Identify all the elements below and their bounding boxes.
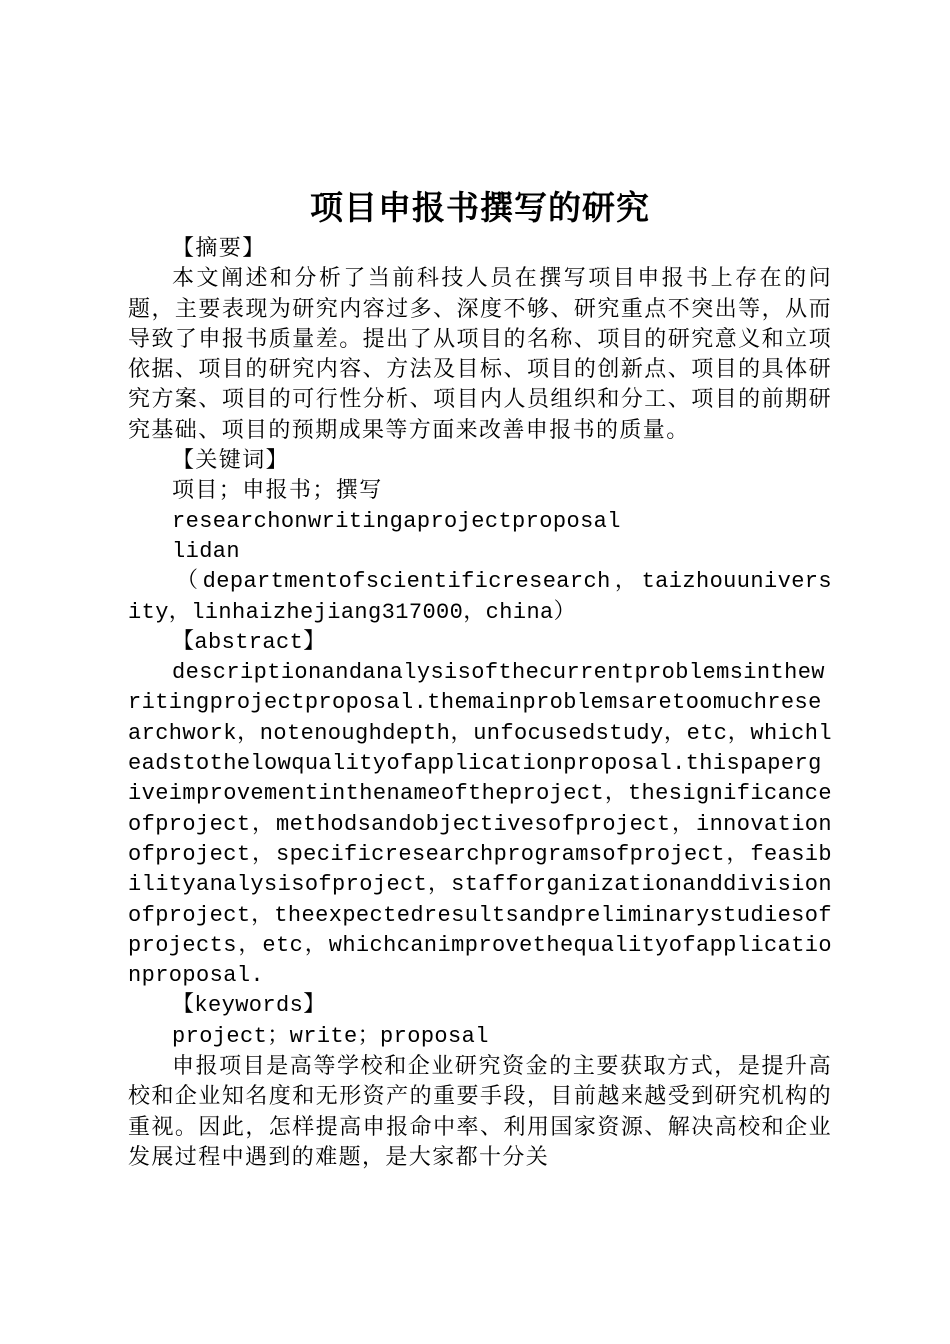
abstract-heading-english: 【abstract】 [172, 629, 326, 655]
keywords-english: project；write；proposal [172, 1023, 489, 1049]
english-affiliation: （departmentofscientificresearch，taizhouuniversity，linhaizhejiang317000，china） [128, 569, 832, 625]
document-page [128, 0, 832, 1344]
abstract-heading: 【摘要】 [172, 236, 266, 261]
keywords-heading-english: 【keywords】 [172, 993, 326, 1019]
intro-paragraph: 申报项目是高等学校和企业研究资金的主要获取方式，是提升高校和企业知名度和无形资产的重要手段，目前越来越受到研究机构的重视。因此，怎样提高申报命中率、利用国家资源、解决高校和企业发展过程中遇到的难题，是大家都十分关 [128, 1054, 832, 1170]
english-author: lidan [172, 538, 241, 564]
document-body [128, 234, 832, 1173]
keywords-heading-chinese: 【关键词】 [172, 448, 290, 474]
keywords-chinese: 项目；申报书；撰写 [172, 478, 383, 504]
document-title: 项目申报书撰写的研究 [310, 188, 650, 227]
abstract-chinese: 本文阐述和分析了当前科技人员在撰写项目申报书上存在的问题，主要表现为研究内容过多、深度不够、研究重点不突出等，从而导致了申报书质量差。提出了从项目的名称、项目的研究意义和立项依据、项目的研究内容、方法及目标、项目的创新点、项目的具体研究方案、项目的可行性分析、项目内人员组织和分工、项目的前期研究基础、项目的预期成果等方面来改善申报书的质量。 [128, 266, 832, 443]
english-title: researchonwritingaprojectproposal [172, 508, 621, 534]
abstract-english: descriptionandanalysisofthecurrentproblemsinthewritingprojectproposal.themainproblemsaretoomuchresearchwork，notenoughdepth，unfocusedstudy，etc，whichleadstothelowqualityofapplicationproposal.thispapergiveimprovementinthenameoftheproject，thesignificanceofproject，methodsandobjectivesofproject，innovationofproject，specificresearchprogramsofproject，feasibilityanalysisofproject，stafforganizationanddivisionofproject，theexpectedresultsandpreliminarystudiesofprojects，etc，whichcanimprovethequalityofapplicationproposal. [128, 660, 832, 989]
